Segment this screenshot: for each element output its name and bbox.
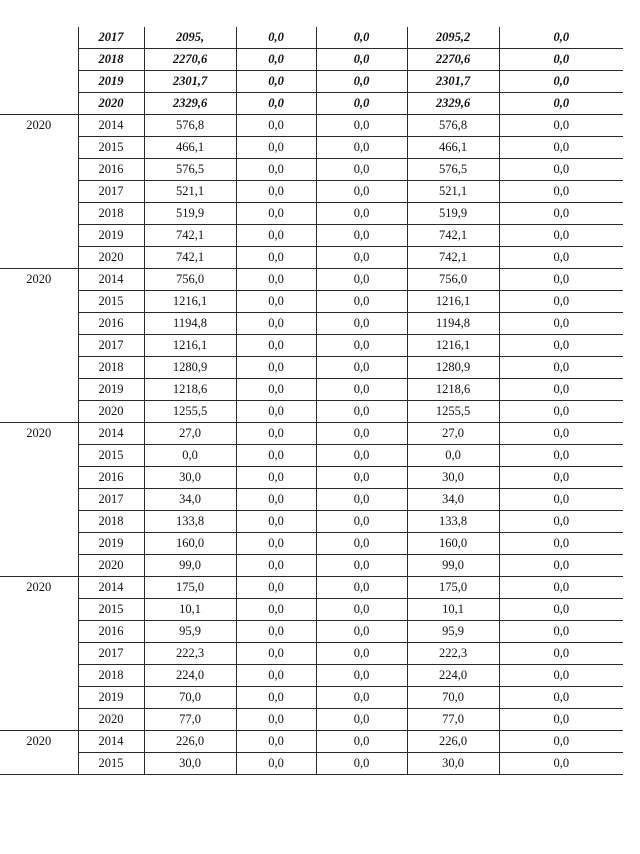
group-year-cell <box>0 643 78 665</box>
value-col5-cell: 222,3 <box>407 643 499 665</box>
value-total-cell: 742,1 <box>144 247 236 269</box>
value-col5-cell: 742,1 <box>407 225 499 247</box>
group-year-cell <box>0 335 78 357</box>
value-col5-cell: 27,0 <box>407 423 499 445</box>
value-col3-cell: 0,0 <box>236 335 316 357</box>
year-cell: 2017 <box>78 335 144 357</box>
value-col3-cell: 0,0 <box>236 93 316 115</box>
value-total-cell: 160,0 <box>144 533 236 555</box>
value-col4-cell: 0,0 <box>316 401 407 423</box>
value-col4-cell: 0,0 <box>316 203 407 225</box>
value-col3-cell: 0,0 <box>236 313 316 335</box>
value-col3-cell: 0,0 <box>236 269 316 291</box>
year-cell: 2020 <box>78 555 144 577</box>
value-col3-cell: 0,0 <box>236 423 316 445</box>
value-col6-cell: 0,0 <box>499 269 623 291</box>
value-col6-cell: 0,0 <box>499 247 623 269</box>
value-col4-cell: 0,0 <box>316 731 407 753</box>
value-col6-cell: 0,0 <box>499 577 623 599</box>
value-col5-cell: 70,0 <box>407 687 499 709</box>
value-total-cell: 30,0 <box>144 753 236 775</box>
value-col4-cell: 0,0 <box>316 533 407 555</box>
value-col4-cell: 0,0 <box>316 269 407 291</box>
value-col5-cell: 30,0 <box>407 753 499 775</box>
year-cell: 2014 <box>78 577 144 599</box>
group-year-cell <box>0 489 78 511</box>
value-col4-cell: 0,0 <box>316 379 407 401</box>
value-col5-cell: 2270,6 <box>407 49 499 71</box>
value-col6-cell: 0,0 <box>499 115 623 137</box>
table-row <box>0 731 623 753</box>
table-body <box>0 27 623 775</box>
value-col4-cell: 0,0 <box>316 225 407 247</box>
value-col3-cell: 0,0 <box>236 401 316 423</box>
value-col4-cell: 0,0 <box>316 599 407 621</box>
value-col6-cell: 0,0 <box>499 93 623 115</box>
table-row <box>0 335 623 357</box>
year-cell: 2018 <box>78 357 144 379</box>
value-total-cell: 1194,8 <box>144 313 236 335</box>
year-cell: 2019 <box>78 533 144 555</box>
value-col3-cell: 0,0 <box>236 27 316 49</box>
year-cell: 2015 <box>78 445 144 467</box>
value-total-cell: 30,0 <box>144 467 236 489</box>
table-row <box>0 687 623 709</box>
year-cell: 2018 <box>78 49 144 71</box>
group-year-cell <box>0 27 78 49</box>
value-col6-cell: 0,0 <box>499 423 623 445</box>
group-year-cell <box>0 93 78 115</box>
value-col6-cell: 0,0 <box>499 511 623 533</box>
value-total-cell: 224,0 <box>144 665 236 687</box>
table-row <box>0 445 623 467</box>
value-col4-cell: 0,0 <box>316 753 407 775</box>
value-col5-cell: 1255,5 <box>407 401 499 423</box>
value-col3-cell: 0,0 <box>236 687 316 709</box>
year-cell: 2018 <box>78 203 144 225</box>
value-total-cell: 175,0 <box>144 577 236 599</box>
table-row <box>0 225 623 247</box>
year-cell: 2019 <box>78 379 144 401</box>
value-col5-cell: 466,1 <box>407 137 499 159</box>
value-col3-cell: 0,0 <box>236 203 316 225</box>
value-col4-cell: 0,0 <box>316 621 407 643</box>
data-table <box>0 27 623 775</box>
value-col5-cell: 34,0 <box>407 489 499 511</box>
value-col6-cell: 0,0 <box>499 621 623 643</box>
group-year-cell <box>0 599 78 621</box>
value-col5-cell: 742,1 <box>407 247 499 269</box>
group-year-cell <box>0 71 78 93</box>
value-col5-cell: 1216,1 <box>407 335 499 357</box>
group-year-cell: 2020 <box>0 115 78 137</box>
table-row <box>0 401 623 423</box>
group-year-cell <box>0 159 78 181</box>
value-total-cell: 2301,7 <box>144 71 236 93</box>
value-col4-cell: 0,0 <box>316 687 407 709</box>
value-total-cell: 1255,5 <box>144 401 236 423</box>
table-row <box>0 357 623 379</box>
value-col3-cell: 0,0 <box>236 247 316 269</box>
value-col5-cell: 576,8 <box>407 115 499 137</box>
value-col3-cell: 0,0 <box>236 225 316 247</box>
value-total-cell: 1216,1 <box>144 291 236 313</box>
value-col5-cell: 519,9 <box>407 203 499 225</box>
value-total-cell: 2270,6 <box>144 49 236 71</box>
value-col3-cell: 0,0 <box>236 115 316 137</box>
year-cell: 2020 <box>78 247 144 269</box>
value-col3-cell: 0,0 <box>236 555 316 577</box>
value-col3-cell: 0,0 <box>236 753 316 775</box>
value-col6-cell: 0,0 <box>499 401 623 423</box>
value-total-cell: 742,1 <box>144 225 236 247</box>
table-row <box>0 423 623 445</box>
group-year-cell <box>0 225 78 247</box>
value-col5-cell: 95,9 <box>407 621 499 643</box>
value-total-cell: 521,1 <box>144 181 236 203</box>
value-col6-cell: 0,0 <box>499 665 623 687</box>
group-year-cell <box>0 247 78 269</box>
table-row <box>0 379 623 401</box>
year-cell: 2014 <box>78 731 144 753</box>
table-row <box>0 599 623 621</box>
value-col4-cell: 0,0 <box>316 27 407 49</box>
value-col5-cell: 133,8 <box>407 511 499 533</box>
year-cell: 2014 <box>78 423 144 445</box>
value-col4-cell: 0,0 <box>316 159 407 181</box>
group-year-cell <box>0 753 78 775</box>
year-cell: 2016 <box>78 467 144 489</box>
value-col6-cell: 0,0 <box>499 313 623 335</box>
value-col6-cell: 0,0 <box>499 225 623 247</box>
value-col4-cell: 0,0 <box>316 489 407 511</box>
group-year-cell <box>0 137 78 159</box>
value-col5-cell: 224,0 <box>407 665 499 687</box>
year-cell: 2014 <box>78 269 144 291</box>
value-col3-cell: 0,0 <box>236 599 316 621</box>
table-row <box>0 467 623 489</box>
table-row <box>0 71 623 93</box>
value-col3-cell: 0,0 <box>236 357 316 379</box>
table-row <box>0 555 623 577</box>
year-cell: 2014 <box>78 115 144 137</box>
value-col3-cell: 0,0 <box>236 489 316 511</box>
value-col3-cell: 0,0 <box>236 577 316 599</box>
year-cell: 2020 <box>78 401 144 423</box>
value-col6-cell: 0,0 <box>499 335 623 357</box>
group-year-cell <box>0 665 78 687</box>
group-year-cell <box>0 401 78 423</box>
value-col3-cell: 0,0 <box>236 71 316 93</box>
group-year-cell: 2020 <box>0 269 78 291</box>
value-col6-cell: 0,0 <box>499 181 623 203</box>
year-cell: 2020 <box>78 709 144 731</box>
value-col5-cell: 2301,7 <box>407 71 499 93</box>
value-col3-cell: 0,0 <box>236 731 316 753</box>
value-col5-cell: 226,0 <box>407 731 499 753</box>
value-col6-cell: 0,0 <box>499 49 623 71</box>
year-cell: 2015 <box>78 753 144 775</box>
table-row <box>0 665 623 687</box>
value-col6-cell: 0,0 <box>499 709 623 731</box>
value-col5-cell: 521,1 <box>407 181 499 203</box>
value-col6-cell: 0,0 <box>499 71 623 93</box>
table-row <box>0 577 623 599</box>
group-year-cell <box>0 555 78 577</box>
value-total-cell: 1280,9 <box>144 357 236 379</box>
group-year-cell <box>0 687 78 709</box>
value-total-cell: 756,0 <box>144 269 236 291</box>
value-col4-cell: 0,0 <box>316 181 407 203</box>
value-col4-cell: 0,0 <box>316 49 407 71</box>
value-col6-cell: 0,0 <box>499 445 623 467</box>
table-row <box>0 621 623 643</box>
year-cell: 2017 <box>78 489 144 511</box>
table-row <box>0 533 623 555</box>
value-col6-cell: 0,0 <box>499 643 623 665</box>
table-row <box>0 753 623 775</box>
year-cell: 2018 <box>78 511 144 533</box>
table-row <box>0 291 623 313</box>
year-cell: 2017 <box>78 27 144 49</box>
value-col3-cell: 0,0 <box>236 49 316 71</box>
value-total-cell: 0,0 <box>144 445 236 467</box>
value-total-cell: 1218,6 <box>144 379 236 401</box>
value-col4-cell: 0,0 <box>316 335 407 357</box>
table-row <box>0 137 623 159</box>
value-col4-cell: 0,0 <box>316 291 407 313</box>
group-year-cell <box>0 445 78 467</box>
value-col6-cell: 0,0 <box>499 599 623 621</box>
value-col6-cell: 0,0 <box>499 731 623 753</box>
year-cell: 2018 <box>78 665 144 687</box>
value-col6-cell: 0,0 <box>499 555 623 577</box>
group-year-cell <box>0 313 78 335</box>
value-total-cell: 27,0 <box>144 423 236 445</box>
value-col5-cell: 10,1 <box>407 599 499 621</box>
value-col3-cell: 0,0 <box>236 665 316 687</box>
value-total-cell: 576,8 <box>144 115 236 137</box>
group-year-cell <box>0 357 78 379</box>
value-col6-cell: 0,0 <box>499 467 623 489</box>
value-total-cell: 95,9 <box>144 621 236 643</box>
value-col3-cell: 0,0 <box>236 181 316 203</box>
table-row <box>0 269 623 291</box>
value-col3-cell: 0,0 <box>236 137 316 159</box>
value-col6-cell: 0,0 <box>499 137 623 159</box>
value-col5-cell: 99,0 <box>407 555 499 577</box>
value-total-cell: 226,0 <box>144 731 236 753</box>
year-cell: 2016 <box>78 159 144 181</box>
year-cell: 2017 <box>78 643 144 665</box>
value-col5-cell: 2329,6 <box>407 93 499 115</box>
value-col5-cell: 1194,8 <box>407 313 499 335</box>
value-total-cell: 77,0 <box>144 709 236 731</box>
value-col6-cell: 0,0 <box>499 687 623 709</box>
value-col6-cell: 0,0 <box>499 291 623 313</box>
table-row <box>0 489 623 511</box>
value-col4-cell: 0,0 <box>316 247 407 269</box>
table-row <box>0 247 623 269</box>
value-col4-cell: 0,0 <box>316 467 407 489</box>
year-cell: 2019 <box>78 71 144 93</box>
value-col5-cell: 77,0 <box>407 709 499 731</box>
value-col4-cell: 0,0 <box>316 709 407 731</box>
value-col4-cell: 0,0 <box>316 137 407 159</box>
value-col6-cell: 0,0 <box>499 489 623 511</box>
value-col3-cell: 0,0 <box>236 533 316 555</box>
value-col3-cell: 0,0 <box>236 445 316 467</box>
value-col4-cell: 0,0 <box>316 357 407 379</box>
value-col4-cell: 0,0 <box>316 313 407 335</box>
value-col4-cell: 0,0 <box>316 665 407 687</box>
table-row <box>0 511 623 533</box>
table-row <box>0 709 623 731</box>
table-row <box>0 115 623 137</box>
value-col5-cell: 1216,1 <box>407 291 499 313</box>
value-total-cell: 10,1 <box>144 599 236 621</box>
value-col6-cell: 0,0 <box>499 27 623 49</box>
value-col5-cell: 160,0 <box>407 533 499 555</box>
value-col6-cell: 0,0 <box>499 203 623 225</box>
value-col3-cell: 0,0 <box>236 709 316 731</box>
table-row <box>0 181 623 203</box>
year-cell: 2017 <box>78 181 144 203</box>
value-total-cell: 2095, <box>144 27 236 49</box>
value-col6-cell: 0,0 <box>499 357 623 379</box>
value-col5-cell: 756,0 <box>407 269 499 291</box>
value-total-cell: 2329,6 <box>144 93 236 115</box>
value-col5-cell: 1218,6 <box>407 379 499 401</box>
value-total-cell: 99,0 <box>144 555 236 577</box>
value-col4-cell: 0,0 <box>316 511 407 533</box>
value-col4-cell: 0,0 <box>316 423 407 445</box>
value-total-cell: 133,8 <box>144 511 236 533</box>
value-col6-cell: 0,0 <box>499 159 623 181</box>
year-cell: 2015 <box>78 599 144 621</box>
table-row <box>0 49 623 71</box>
group-year-cell <box>0 533 78 555</box>
group-year-cell <box>0 621 78 643</box>
group-year-cell <box>0 203 78 225</box>
year-cell: 2016 <box>78 621 144 643</box>
value-col6-cell: 0,0 <box>499 753 623 775</box>
table-row <box>0 203 623 225</box>
value-total-cell: 519,9 <box>144 203 236 225</box>
value-col6-cell: 0,0 <box>499 533 623 555</box>
value-col5-cell: 30,0 <box>407 467 499 489</box>
group-year-cell <box>0 379 78 401</box>
group-year-cell: 2020 <box>0 731 78 753</box>
value-col4-cell: 0,0 <box>316 643 407 665</box>
table-row <box>0 643 623 665</box>
value-col6-cell: 0,0 <box>499 379 623 401</box>
value-col3-cell: 0,0 <box>236 621 316 643</box>
value-col5-cell: 175,0 <box>407 577 499 599</box>
value-col3-cell: 0,0 <box>236 511 316 533</box>
value-total-cell: 1216,1 <box>144 335 236 357</box>
year-cell: 2015 <box>78 137 144 159</box>
value-col3-cell: 0,0 <box>236 379 316 401</box>
year-cell: 2019 <box>78 687 144 709</box>
group-year-cell <box>0 49 78 71</box>
value-col5-cell: 576,5 <box>407 159 499 181</box>
group-year-cell: 2020 <box>0 577 78 599</box>
value-total-cell: 466,1 <box>144 137 236 159</box>
group-year-cell: 2020 <box>0 423 78 445</box>
value-col3-cell: 0,0 <box>236 467 316 489</box>
value-col5-cell: 1280,9 <box>407 357 499 379</box>
table-row <box>0 159 623 181</box>
value-col4-cell: 0,0 <box>316 115 407 137</box>
group-year-cell <box>0 467 78 489</box>
value-col3-cell: 0,0 <box>236 291 316 313</box>
value-col4-cell: 0,0 <box>316 93 407 115</box>
value-col4-cell: 0,0 <box>316 577 407 599</box>
group-year-cell <box>0 181 78 203</box>
group-year-cell <box>0 709 78 731</box>
value-total-cell: 222,3 <box>144 643 236 665</box>
value-col5-cell: 0,0 <box>407 445 499 467</box>
value-col3-cell: 0,0 <box>236 643 316 665</box>
table-row <box>0 93 623 115</box>
value-total-cell: 576,5 <box>144 159 236 181</box>
value-col5-cell: 2095,2 <box>407 27 499 49</box>
year-cell: 2020 <box>78 93 144 115</box>
value-col4-cell: 0,0 <box>316 445 407 467</box>
value-col4-cell: 0,0 <box>316 71 407 93</box>
value-total-cell: 70,0 <box>144 687 236 709</box>
year-cell: 2015 <box>78 291 144 313</box>
table-row <box>0 313 623 335</box>
year-cell: 2019 <box>78 225 144 247</box>
value-col3-cell: 0,0 <box>236 159 316 181</box>
group-year-cell <box>0 291 78 313</box>
value-total-cell: 34,0 <box>144 489 236 511</box>
year-cell: 2016 <box>78 313 144 335</box>
table-row <box>0 27 623 49</box>
group-year-cell <box>0 511 78 533</box>
value-col4-cell: 0,0 <box>316 555 407 577</box>
